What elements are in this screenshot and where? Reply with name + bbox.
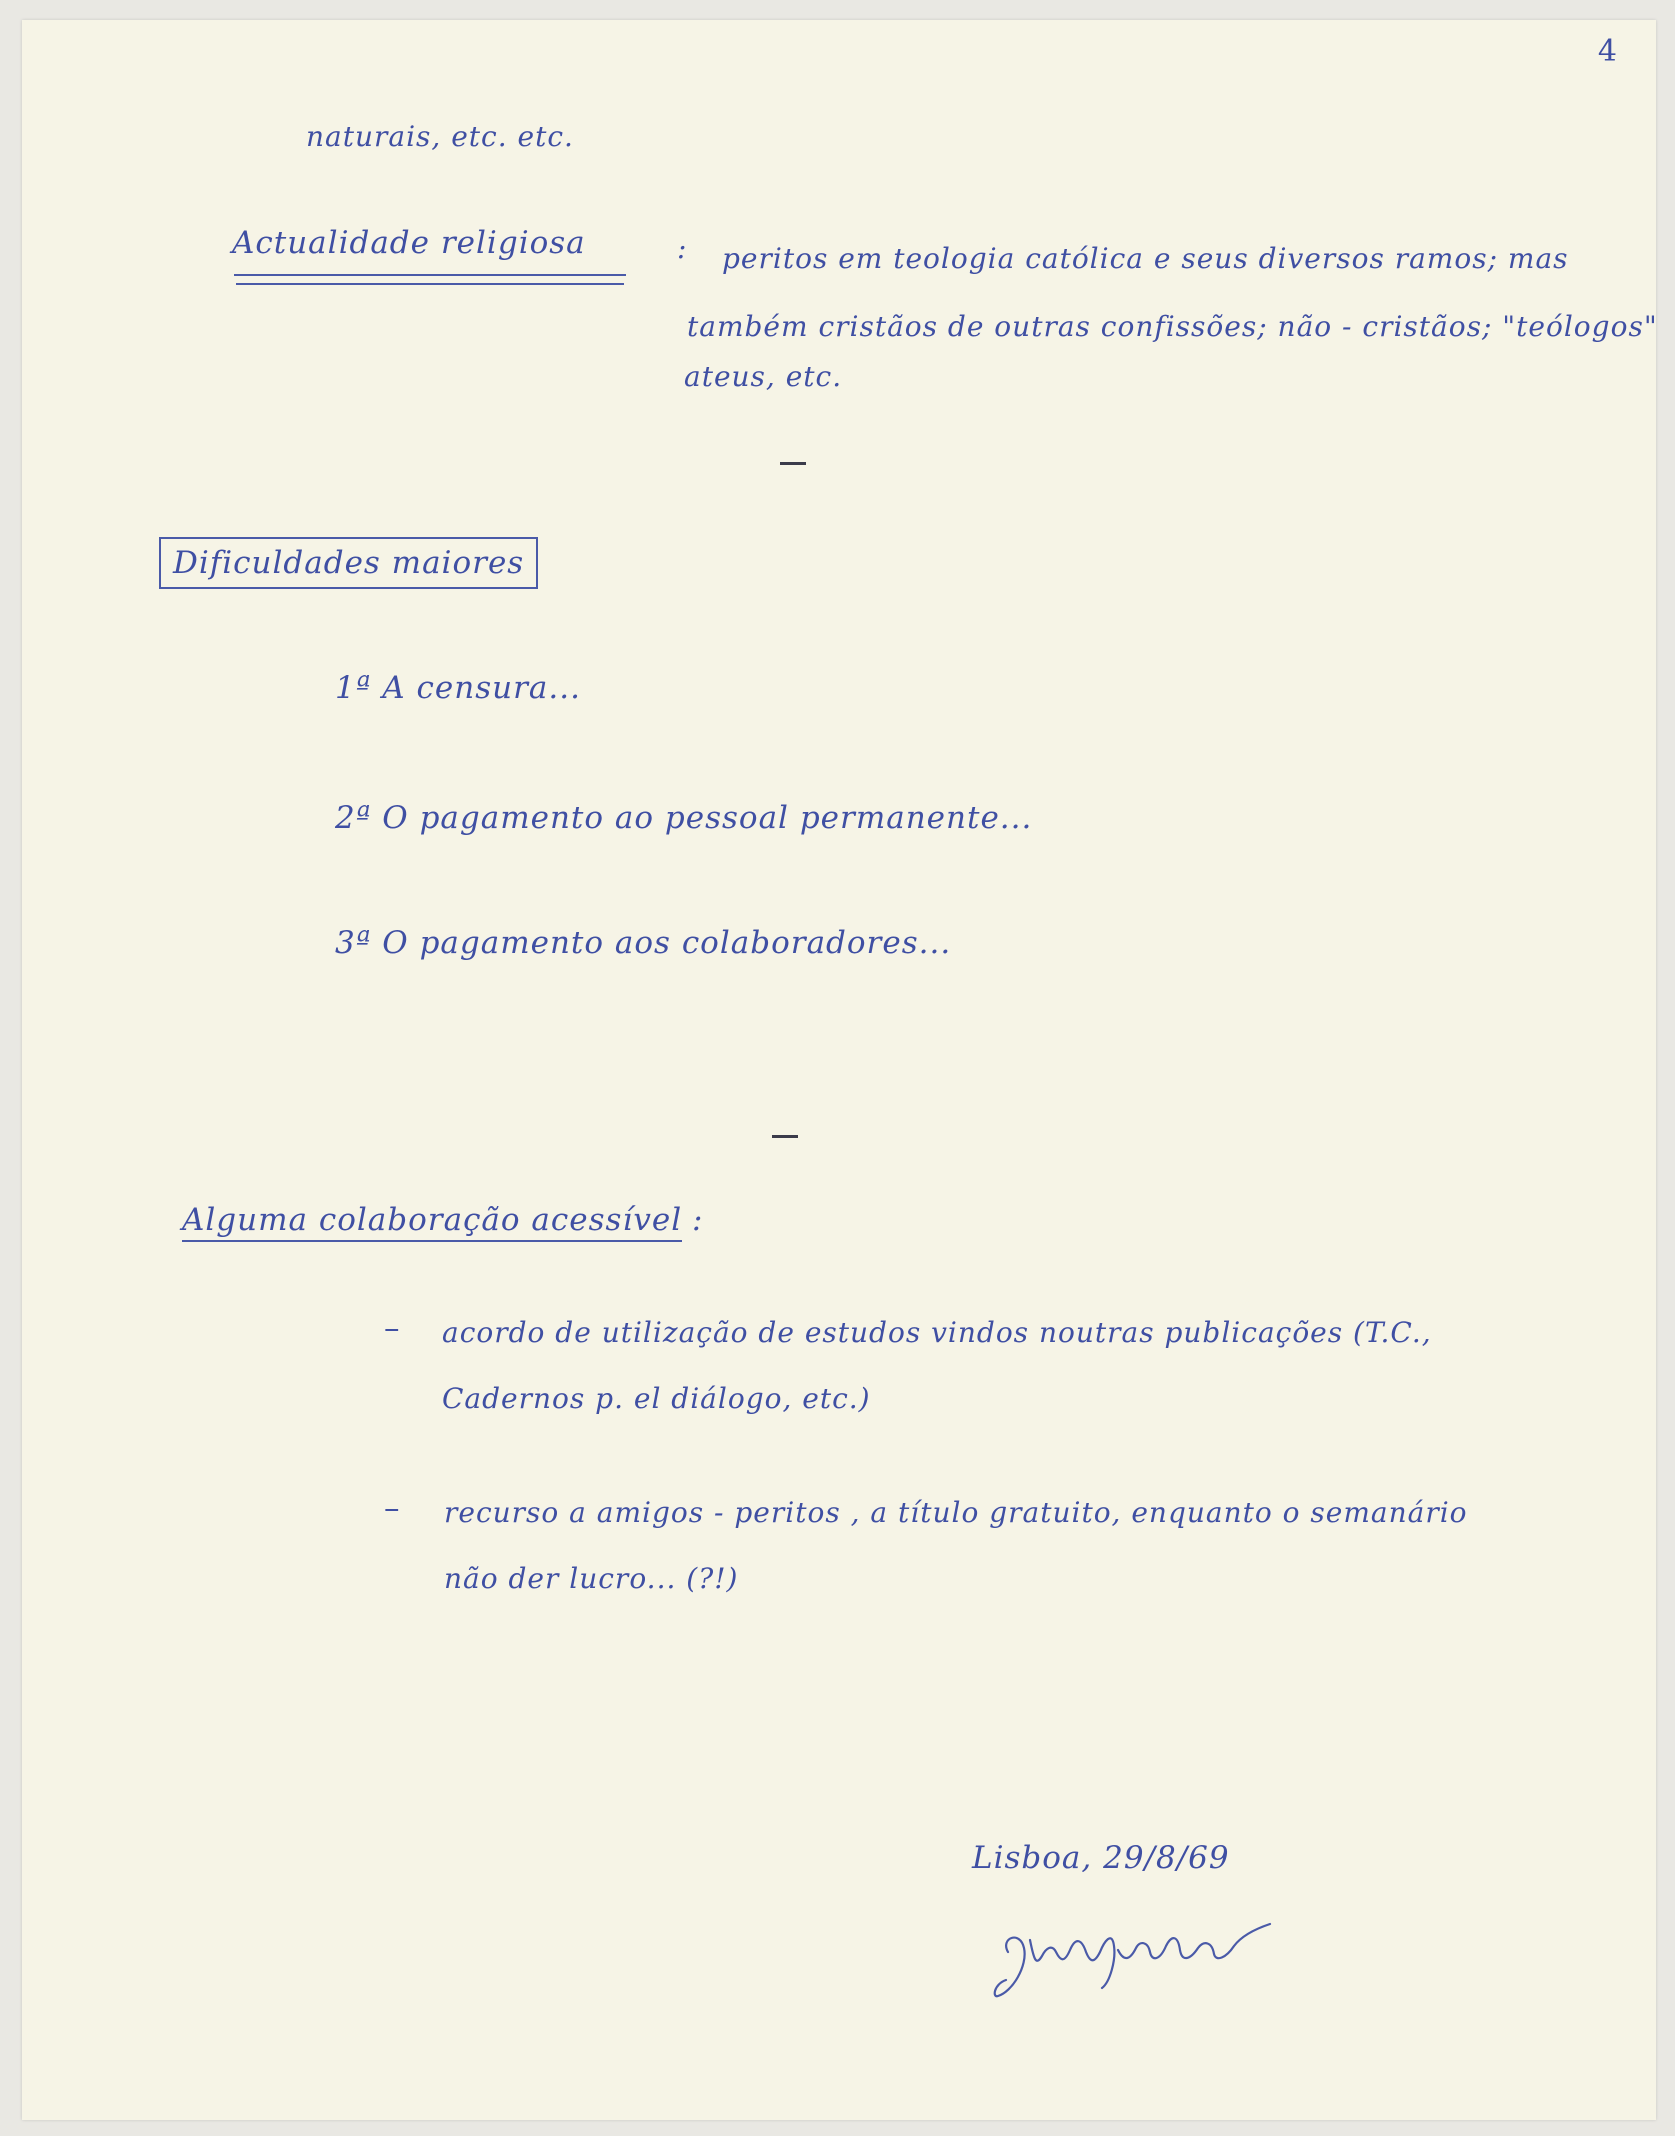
- difficulties-heading: Dificuldades maiores: [159, 537, 538, 589]
- separator-dash-1: [780, 462, 806, 465]
- bullet-2-line-2: não der lucro... (?!): [444, 1562, 739, 1595]
- bullet-1-line-2: Cadernos p. el diálogo, etc.): [442, 1382, 871, 1415]
- difficulty-item-3: 3ª O pagamento aos colaboradores...: [335, 925, 952, 961]
- place-date: Lisboa, 29/8/69: [972, 1840, 1230, 1876]
- separator-dash-2: [772, 1135, 798, 1138]
- continuation-line: naturais, etc. etc.: [306, 120, 574, 153]
- signature: [990, 1900, 1280, 2010]
- religious-heading: Actualidade religiosa: [232, 225, 586, 261]
- collaboration-heading: Alguma colaboração acessível: [182, 1202, 682, 1242]
- religious-line-1: peritos em teologia católica e seus diversos ramos; mas: [722, 242, 1569, 275]
- document-page: [22, 20, 1656, 2120]
- difficulty-item-2: 2ª O pagamento ao pessoal permanente...: [335, 800, 1033, 836]
- bullet-dash-1: –: [384, 1310, 401, 1346]
- heading-underline-2: [236, 283, 624, 285]
- collaboration-colon: :: [692, 1202, 704, 1238]
- religious-line-3: ateus, etc.: [684, 360, 843, 393]
- religious-colon: :: [677, 232, 688, 265]
- bullet-1-line-1: acordo de utilização de estudos vindos noutras publicações (T.C.,: [442, 1316, 1432, 1349]
- religious-line-2: também cristãos de outras confissões; não - cristãos; "teólogos": [687, 310, 1658, 343]
- difficulty-item-1: 1ª A censura...: [335, 670, 581, 706]
- bullet-dash-2: –: [384, 1490, 401, 1526]
- page-number: 4: [1597, 34, 1618, 69]
- heading-underline-1: [234, 274, 626, 276]
- bullet-2-line-1: recurso a amigos - peritos , a título gratuito, enquanto o semanário: [444, 1496, 1468, 1529]
